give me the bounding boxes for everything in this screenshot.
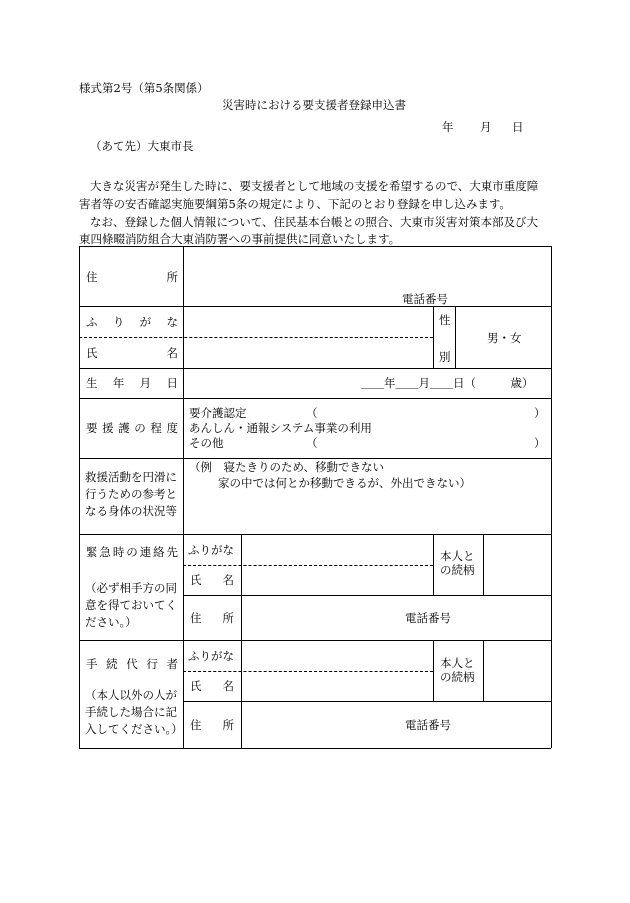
address-label: 住 所 (86, 270, 178, 284)
emergency-address-field[interactable] (242, 596, 402, 639)
furigana-field[interactable] (184, 307, 432, 336)
care-item-anshin: あんしん・通報システム事業の利用 (189, 421, 372, 435)
paragraph2-line2: 東四條畷消防組合大東消防署への事前提供に同意いたします。 (79, 232, 401, 246)
paragraph1-line2: 害者等の安否確認実施要綱第5条の規定により、下記のとおり登録を申し込みます。 (79, 197, 511, 211)
address-phone-label: 電話番号 (402, 292, 448, 306)
name-label: 氏 名 (86, 346, 178, 360)
furigana-label: ふ り が な (86, 315, 178, 329)
emergency-relation-field[interactable] (484, 535, 550, 594)
care-paren-close-2: ） (534, 436, 546, 450)
care-paren-close-1: ） (534, 406, 546, 420)
proxy-address-field[interactable] (242, 702, 402, 747)
proxy-furigana-label: ふりがな (188, 649, 234, 663)
body-example-line2: 家の中では何とか移動できるが、外出できない） (218, 476, 471, 490)
emergency-address-label: 住 所 (190, 611, 234, 625)
proxy-label: 手 続 代 行 者 (86, 657, 178, 671)
proxy-phone-label: 電話番号 (405, 718, 451, 732)
date-day-label: 日 (512, 120, 524, 134)
form-number: 様式第2号（第5条関係） (79, 81, 209, 95)
sex-label-bottom: 別 (439, 350, 451, 364)
emergency-name-label: 氏 名 (190, 573, 234, 587)
care-item-nursing: 要介護認定 (189, 406, 247, 420)
proxy-relation-field[interactable] (484, 641, 550, 700)
emergency-furigana-field[interactable] (242, 535, 432, 564)
addressee: （あて先）大東市長 (90, 139, 194, 153)
emergency-name-field[interactable] (242, 566, 432, 594)
paragraph2-line1: なお、登録した個人情報について、住民基本台帳との照合、大東市災害対策本部及び大 (90, 215, 539, 229)
care-item-other: その他 (189, 436, 224, 450)
care-paren-open-2: （ (306, 436, 318, 450)
emergency-contact-label: 緊 急 時 の 連 絡 先 (86, 545, 178, 559)
proxy-name-field[interactable] (242, 672, 432, 700)
date-year-label: 年 (442, 120, 454, 134)
emergency-phone-label: 電話番号 (405, 611, 451, 625)
care-paren-open-1: （ (306, 406, 318, 420)
emergency-contact-note: （必ず相手方の同 意を得ておいてく ださい。） (85, 581, 177, 629)
proxy-address-label: 住 所 (190, 718, 234, 732)
proxy-furigana-field[interactable] (242, 641, 432, 670)
emergency-furigana-label: ふりがな (188, 543, 234, 557)
body-condition-label: 救援活動を円滑に 行うための参考と なる身体の状況等 (85, 470, 177, 518)
care-level-label: 要 援 護 の 程 度 (86, 421, 178, 435)
emergency-relation-label: 本人と の続柄 (440, 549, 475, 577)
proxy-name-label: 氏 名 (190, 679, 234, 693)
birth-date-field[interactable]: ＿＿年＿＿月＿＿日（ 歳） (361, 376, 534, 390)
date-month-label: 月 (480, 120, 492, 134)
address-field[interactable] (184, 247, 432, 305)
birth-label: 生 年 月 日 (86, 376, 178, 390)
form-title: 災害時における要支援者登録申込書 (222, 98, 406, 112)
proxy-relation-label: 本人と の続柄 (440, 656, 475, 684)
paragraph1-line1: 大きな災害が発生した時に、要支援者として地域の支援を希望するので、大東市重度障 (90, 179, 539, 193)
proxy-note: （本人以外の人が 手続した場合に記 入してください。） (85, 688, 183, 736)
name-field[interactable] (184, 338, 432, 367)
body-example-line1: （例 寝たきりのため、移動できない (189, 460, 385, 474)
sex-options[interactable]: 男・女 (487, 331, 522, 345)
sex-label-top: 性 (439, 313, 451, 327)
